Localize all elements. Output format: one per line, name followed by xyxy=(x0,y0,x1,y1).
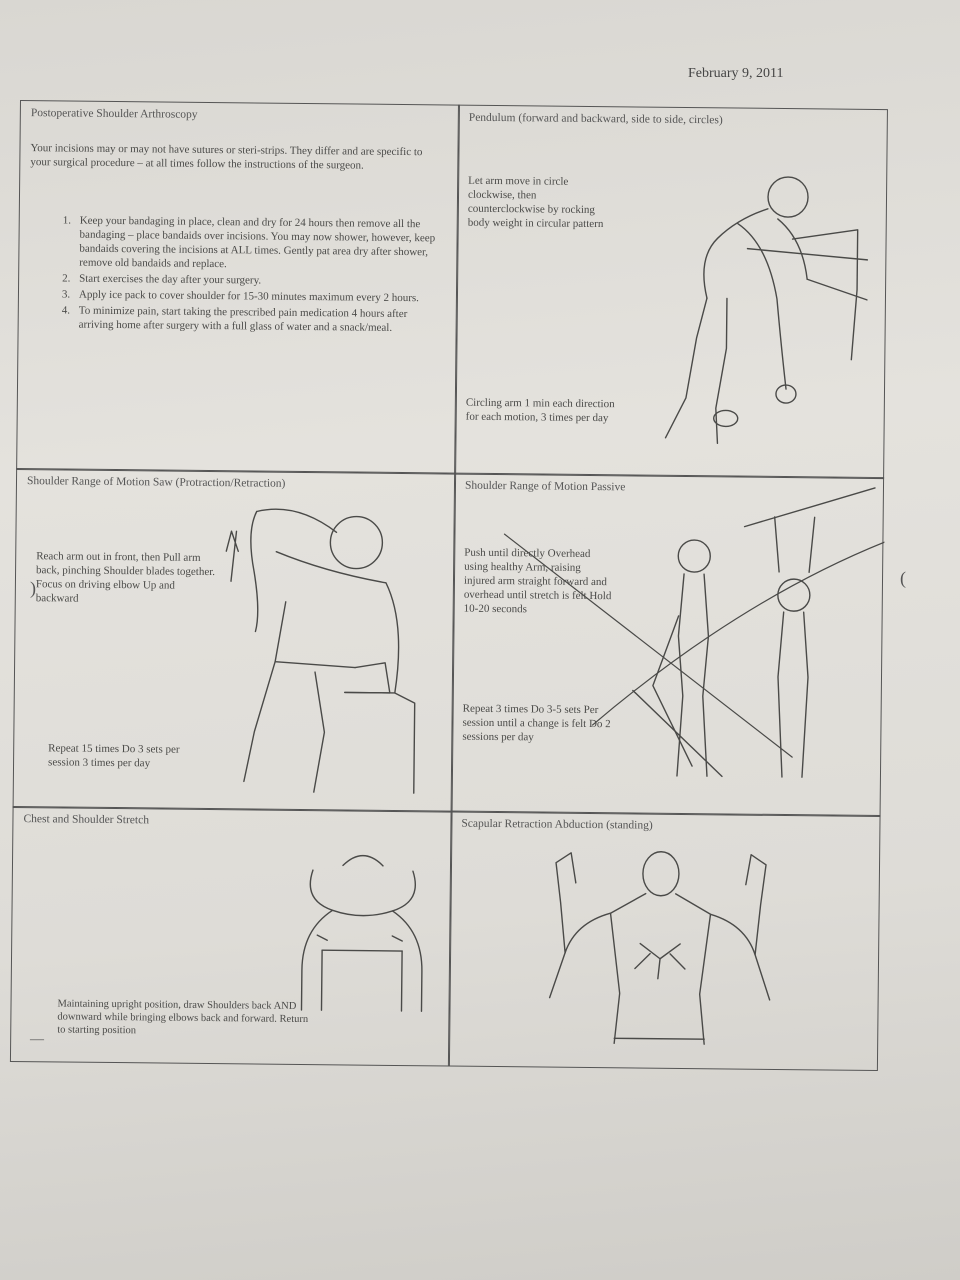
panel-intro: Your incisions may or may not have sutures or steri-strips. They differ and are specific to your surgical procedure – at all times follow the instructions of the surgeon. xyxy=(30,142,423,172)
pendulum-figure-illustration xyxy=(625,147,878,450)
saw-figure-illustration xyxy=(214,491,447,803)
list-item: 4. To minimize pain, start taking the prescribed pain medication 4 hours after arriving home after surgery with a full glass of water and a snack/meal. xyxy=(73,304,439,336)
panel-saw xyxy=(13,468,457,813)
passive-range-figure-illustration xyxy=(492,474,885,808)
panel-passive-range xyxy=(451,473,885,817)
chest-stretch-figure-illustration xyxy=(281,840,443,1022)
panel-reps: Repeat 15 times Do 3 sets per session 3 times per day xyxy=(48,742,180,770)
panel-reps: Circling arm 1 min each direction for each motion, 3 times per day xyxy=(465,396,615,425)
instruction-list xyxy=(29,213,440,337)
panel-title: Shoulder Range of Motion Passive xyxy=(464,479,626,494)
panel-instruction: Reach arm out in front, then Pull arm back, pinching Shoulder blades together. Focus on driving elbow Up and backward xyxy=(35,550,216,605)
list-item: 2. Start exercises the day after your surgery. xyxy=(73,272,439,290)
paper-bracket-mark: ( xyxy=(900,568,906,588)
list-item: 1. Keep your bandaging in place, clean and dry for 24 hours then remove all the bandaging – place bandaids over incisions. You may now shower, however, keep bandaids covering the incisions at ALL times. Gently pat area dry after shower, remove old bandaids and replace. xyxy=(73,214,440,274)
panel-scapular-retraction xyxy=(448,811,881,1071)
panel-title: Scapular Retraction Abduction (standing) xyxy=(461,817,653,832)
panel-instruction: Push until directly Overhead using healthy Arm, raising injured arm straight forward and overhead until stretch is felt Hold 10-20 seconds xyxy=(463,546,612,616)
panel-title: Chest and Shoulder Stretch xyxy=(23,813,150,827)
panel-instruction: Maintaining upright position, draw Shoulders back AND downward while bringing elbows back and forward. Return to starting position xyxy=(57,998,309,1037)
panel-title: Postoperative Shoulder Arthroscopy xyxy=(30,107,198,121)
paper-bracket-mark: ) xyxy=(30,578,36,598)
document-date: February 9, 2011 xyxy=(688,66,784,81)
panel-reps: Repeat 3 times Do 3-5 sets Per session until a change is felt Do 2 sessions per day xyxy=(462,702,611,744)
panel-title: Shoulder Range of Motion Saw (Protraction/Retraction) xyxy=(26,475,286,490)
list-item: 3. Apply ice pack to cover shoulder for 15-30 minutes maximum every 2 hours. xyxy=(73,288,439,306)
panel-postoperative-instructions xyxy=(16,100,460,475)
exercise-grid xyxy=(10,100,888,1071)
paper-dash-mark: — xyxy=(30,1032,44,1047)
panel-title: Pendulum (forward and backward, side to side, circles) xyxy=(468,111,723,127)
panel-instruction: Let arm move in circle clockwise, then counterclockwise by rocking body weight in circular pattern xyxy=(467,174,604,231)
panel-pendulum xyxy=(454,105,888,479)
scapular-retraction-figure-illustration xyxy=(529,842,791,1055)
panel-chest-shoulder-stretch xyxy=(10,806,453,1067)
